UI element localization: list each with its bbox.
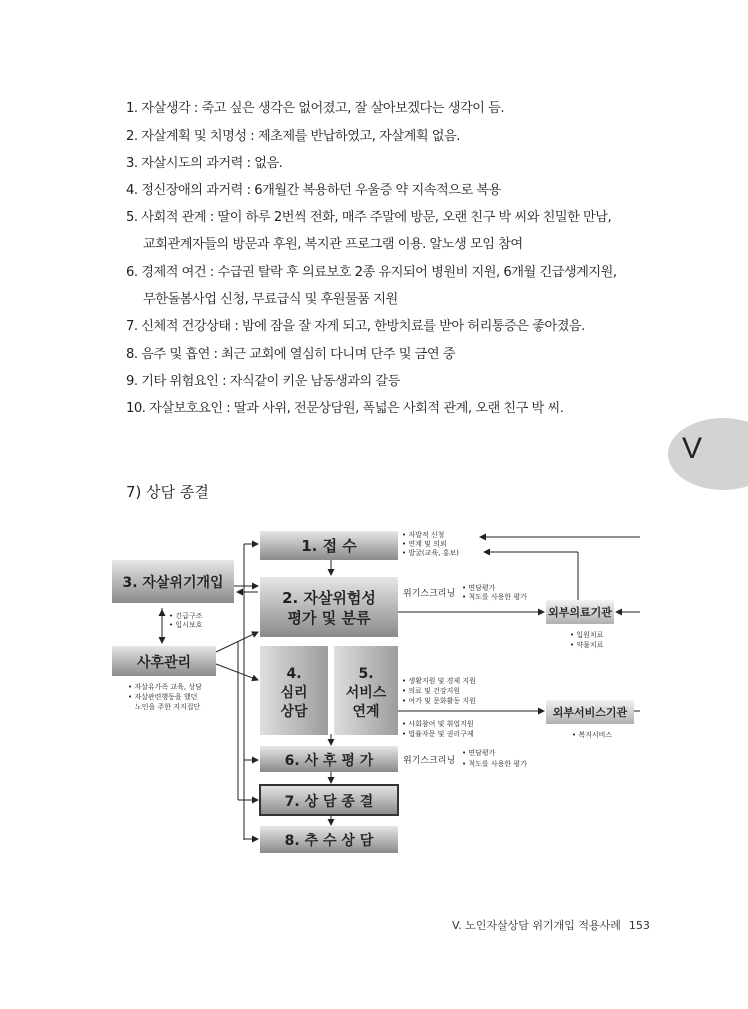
footer-chapter-title: V. 노인자살상담 위기개입 적용사례 [452, 919, 621, 932]
step-service-link-label-1: 5. [358, 666, 374, 682]
eval-screening-label: 위기스크리닝 [403, 756, 456, 766]
page-footer [452, 917, 650, 933]
intake-note: • 연계 및 의뢰 [402, 540, 447, 548]
aftercare-label: 사후관리 [136, 655, 192, 671]
section-title: 7) 상담 종결 [126, 483, 209, 501]
crisis-note: • 입시보호 [169, 621, 203, 629]
medical-note: • 약물치료 [570, 641, 604, 649]
list-item: 10. 자살보호요인 : 딸과 사위, 전문상담원, 폭넓은 사회적 관계, 오랜 친구 박 씨. [126, 401, 564, 416]
list-item: 2. 자살계획 및 치명성 : 제초제를 반납하였고, 자살계획 없음. [126, 129, 460, 144]
step-closing-label: 7. 상 담 종 결 [284, 794, 374, 810]
step-risk-assessment-label-1: 2. 자살위험성 [282, 589, 376, 607]
eval-note: • 면담평가 [462, 749, 496, 757]
list-item: 5. 사회적 관계 : 딸이 하루 2번씩 전화, 매주 주말에 방문, 오랜 친구 박 씨와 친밀한 만남, [126, 210, 612, 225]
intake-note: • 발굴(교육, 홍보) [402, 549, 459, 557]
step-counseling-label-2: 심리 [280, 685, 308, 701]
step-counseling-label-3: 상담 [280, 704, 308, 720]
service-note: • 사회참여 및 취업지원 [402, 720, 474, 728]
list-item: 4. 정신장애의 과거력 : 6개월간 복용하던 우울증 약 지속적으로 복용 [126, 183, 501, 198]
external-service-label: 외부서비스기관 [552, 706, 628, 719]
step-service-link-label-3: 연계 [352, 704, 380, 720]
list-item: 교회관계자들의 방문과 후원, 복지관 프로그램 이용. 알노생 모임 참여 [143, 237, 523, 252]
service-note: • 여가 및 문화활동 지원 [402, 697, 476, 705]
step-crisis-intervention-label: 3. 자살위기개입 [122, 575, 224, 591]
eval-note: • 척도를 사용한 평가 [462, 760, 527, 768]
list-item: 9. 기타 위험요인 : 자식같이 키운 남동생과의 갈등 [126, 374, 400, 389]
crisis-note: • 긴급구조 [169, 612, 203, 620]
service-note: • 생활지원 및 경제 지원 [402, 677, 476, 685]
step-followup-label: 8. 추 수 상 담 [284, 833, 374, 849]
step-intake-label: 1. 접 수 [301, 537, 357, 555]
service-note: • 의료 및 건강지원 [402, 687, 461, 695]
list-item: 8. 음주 및 흡연 : 최근 교회에 열심히 다니며 단주 및 금연 중 [126, 347, 456, 362]
step-post-eval-label: 6. 사 후 평 가 [284, 753, 374, 769]
step-risk-assessment-box [260, 577, 398, 637]
step-risk-assessment-label-2: 평가 및 분류 [287, 609, 371, 627]
list-item: 1. 자살생각 : 죽고 싶은 생각은 없어졌고, 잘 살아보겠다는 생각이 듬. [126, 101, 505, 116]
screening-note: • 척도를 사용한 평가 [462, 593, 527, 601]
screening-note: • 면담평가 [462, 584, 496, 592]
step-service-link-label-2: 서비스 [345, 685, 387, 701]
step-counseling-label-1: 4. [286, 666, 302, 682]
welfare-note: • 복지서비스 [572, 731, 613, 739]
list-item: 7. 신체적 건강상태 : 밤에 잠을 잘 자게 되고, 한방치료를 받아 허리통증은 좋아졌음. [126, 319, 585, 334]
external-medical-label: 외부의료기관 [548, 606, 612, 619]
aftercare-note: • 자살유가족 교육, 상담 [128, 683, 202, 691]
intake-note: • 자발적 신청 [402, 531, 445, 539]
aftercare-note: 노인을 주한 지지집단 [135, 703, 201, 711]
list-item: 3. 자살시도의 과거력 : 없음. [126, 156, 283, 171]
medical-note: • 입원치료 [570, 631, 604, 639]
page-number: 153 [628, 919, 650, 932]
service-note: • 법률자문 및 권리구제 [402, 730, 474, 738]
aftercare-note: • 자살관련행동을 했던 [128, 693, 198, 701]
screening-label: 위기스크리닝 [403, 589, 456, 599]
list-item: 무한돌봄사업 신청, 무료급식 및 후원물품 지원 [143, 292, 398, 307]
chapter-tab-label: V [682, 432, 703, 465]
list-item: 6. 경제적 여건 : 수급권 탈락 후 의료보호 2종 유지되어 병원비 지원, 6개월 긴급생계지원, [126, 265, 617, 280]
